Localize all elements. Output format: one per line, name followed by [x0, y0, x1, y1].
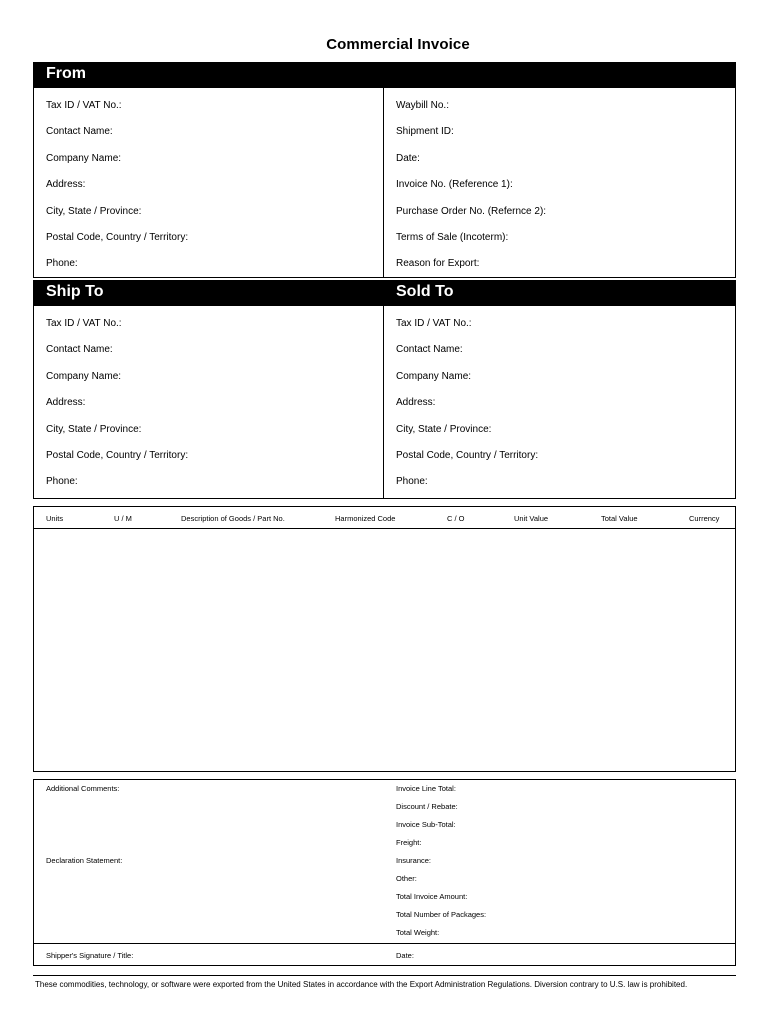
total-weight-field[interactable]: Total Weight: [396, 928, 440, 937]
column-header-description: Description of Goods / Part No. [181, 514, 285, 523]
column-header-unit-value: Unit Value [514, 514, 549, 523]
column-header-units: Units [46, 514, 64, 523]
additional-comments-field[interactable]: Additional Comments: [46, 784, 120, 793]
from-postal-code-field[interactable]: Postal Code, Country / Territory: [46, 232, 189, 243]
ship-to-postal-code-field[interactable]: Postal Code, Country / Territory: [46, 450, 189, 461]
from-divider [383, 87, 384, 277]
terms-of-sale-field[interactable]: Terms of Sale (Incoterm): [396, 232, 509, 243]
from-tax-id-field[interactable]: Tax ID / VAT No.: [46, 100, 122, 111]
from-address-field[interactable]: Address: [46, 179, 86, 190]
purchase-order-no-field[interactable]: Purchase Order No. (Refernce 2): [396, 206, 547, 217]
signature-date-field[interactable]: Date: [396, 951, 414, 960]
invoice-line-total-field[interactable]: Invoice Line Total: [396, 784, 456, 793]
page-title: Commercial Invoice [326, 36, 470, 53]
from-contact-name-field[interactable]: Contact Name: [46, 126, 113, 137]
sold-to-address-field[interactable]: Address: [396, 397, 436, 408]
export-disclaimer: These commodities, technology, or software were exported from the United States in accordance with the Export Administration Regulations. Diversion contrary to U.S. law is prohibited. [35, 980, 688, 989]
from-header-bar [33, 62, 736, 88]
column-header-total-value: Total Value [601, 514, 638, 523]
ship-sold-divider [383, 305, 384, 498]
declaration-statement-field[interactable]: Declaration Statement: [46, 856, 123, 865]
sold-to-contact-name-field[interactable]: Contact Name: [396, 344, 463, 355]
column-header-currency: Currency [689, 514, 720, 523]
discount-rebate-field[interactable]: Discount / Rebate: [396, 802, 458, 811]
date-field[interactable]: Date: [396, 153, 420, 164]
summary-section [33, 779, 736, 966]
ship-to-heading: Ship To [46, 283, 104, 300]
reason-for-export-field[interactable]: Reason for Export: [396, 258, 480, 269]
freight-field[interactable]: Freight: [396, 838, 422, 847]
footer-divider [33, 975, 736, 976]
ship-to-company-name-field[interactable]: Company Name: [46, 371, 122, 382]
sold-to-postal-code-field[interactable]: Postal Code, Country / Territory: [396, 450, 539, 461]
from-phone-field[interactable]: Phone: [46, 258, 78, 269]
from-city-field[interactable]: City, State / Province: [46, 206, 142, 217]
signature-divider [34, 943, 735, 944]
ship-to-contact-name-field[interactable]: Contact Name: [46, 344, 113, 355]
sold-to-company-name-field[interactable]: Company Name: [396, 371, 472, 382]
sold-to-heading: Sold To [396, 283, 454, 300]
ship-to-phone-field[interactable]: Phone: [46, 476, 78, 487]
ship-sold-header-bar [33, 280, 736, 306]
column-header-harmonized-code: Harmonized Code [335, 514, 396, 523]
ship-to-address-field[interactable]: Address: [46, 397, 86, 408]
ship-to-city-field[interactable]: City, State / Province: [46, 424, 142, 435]
invoice-no-field[interactable]: Invoice No. (Reference 1): [396, 179, 513, 190]
from-heading: From [46, 65, 86, 82]
waybill-no-field[interactable]: Waybill No.: [396, 100, 449, 111]
line-items-body[interactable] [34, 530, 735, 771]
line-items-header [34, 507, 735, 529]
ship-sold-section [33, 305, 736, 499]
column-header-um: U / M [114, 514, 132, 523]
sold-to-phone-field[interactable]: Phone: [396, 476, 428, 487]
total-number-of-packages-field[interactable]: Total Number of Packages: [396, 910, 487, 919]
shipper-signature-field[interactable]: Shipper's Signature / Title: [46, 951, 134, 960]
from-section [33, 87, 736, 278]
other-field[interactable]: Other: [396, 874, 417, 883]
sold-to-city-field[interactable]: City, State / Province: [396, 424, 492, 435]
line-items-table [33, 506, 736, 772]
insurance-field[interactable]: Insurance: [396, 856, 432, 865]
column-header-co: C / O [447, 514, 465, 523]
sold-to-tax-id-field[interactable]: Tax ID / VAT No.: [396, 318, 472, 329]
shipment-id-field[interactable]: Shipment ID: [396, 126, 454, 137]
total-invoice-amount-field[interactable]: Total Invoice Amount: [396, 892, 468, 901]
invoice-sub-total-field[interactable]: Invoice Sub-Total: [396, 820, 456, 829]
ship-to-tax-id-field[interactable]: Tax ID / VAT No.: [46, 318, 122, 329]
from-company-name-field[interactable]: Company Name: [46, 153, 122, 164]
